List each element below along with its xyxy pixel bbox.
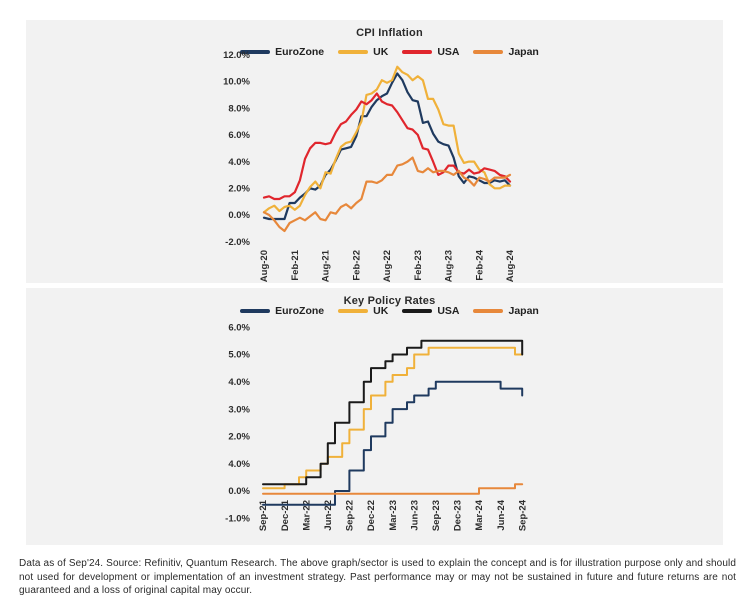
x-axis-tick-label: Dec-21 [279,500,291,532]
y-axis-tick-label: 0.0% [228,210,250,222]
x-axis-tick-label: Feb-21 [289,250,301,281]
x-axis-tick-label: Mar-23 [387,500,399,531]
series-line-japan [264,158,510,231]
y-axis-tick-label: 6.0% [228,130,250,142]
legend-label: USA [437,305,460,317]
key-policy-rates-chart-panel [26,288,723,545]
x-axis-tick-label: Dec-22 [366,500,378,532]
x-axis-tick-label: Jun-22 [323,500,334,531]
cpi-inflation-chart-panel [26,20,723,283]
series-line-japan [263,484,522,494]
y-axis-tick-label: 4.0% [228,458,250,470]
y-axis-tick-label: 5.0% [228,349,250,361]
y-axis-tick-label: 2.0% [228,431,250,443]
legend-label: Japan [508,46,539,58]
legend-label: EuroZone [275,305,325,317]
legend-label: Japan [508,305,539,317]
x-axis-tick-label: Aug-24 [505,250,517,283]
key-policy-rates-chart [26,288,723,545]
x-axis-tick-label: Sep-21 [258,500,270,532]
legend-label: EuroZone [275,46,325,58]
y-axis-tick-label: 3.0% [228,404,250,416]
y-axis-tick-label: 8.0% [228,103,250,115]
y-axis-tick-label: -1.0% [225,513,250,525]
x-axis-tick-label: Sep-24 [517,500,529,532]
y-axis-tick-label: 6.0% [228,322,250,334]
x-axis-tick-label: Sep-22 [344,500,356,532]
legend-label: UK [373,305,389,317]
y-axis-tick-label: -2.0% [225,236,250,248]
y-axis-tick-label: 2.0% [228,183,250,195]
legend-label: USA [437,46,460,58]
x-axis-tick-label: Sep-23 [431,500,442,532]
y-axis-tick-label: 10.0% [223,76,250,88]
y-axis-tick-label: 0.0% [228,486,250,498]
x-axis-tick-label: Feb-22 [351,250,363,281]
x-axis-tick-label: Feb-24 [474,250,486,281]
series-line-uk [264,67,510,213]
x-axis-tick-label: Aug-23 [443,250,455,283]
series-line-eurozone [263,382,522,505]
y-axis-tick-label: 4.0% [228,156,250,168]
x-axis-tick-label: Jun-24 [495,500,507,531]
legend-label: UK [373,46,389,58]
x-axis-tick-label: Jun-23 [409,500,421,531]
x-axis-tick-label: Dec-23 [452,500,464,532]
y-axis-tick-label: 4.0% [228,377,250,388]
series-line-eurozone [264,74,510,220]
cpi-chart-title: CPI Inflation [356,27,423,39]
y-axis-tick-label: 12.0% [223,50,250,61]
x-axis-tick-label: Aug-21 [320,250,332,283]
x-axis-tick-label: Feb-23 [412,250,424,281]
x-axis-tick-label: Mar-22 [301,500,313,531]
x-axis-tick-label: Mar-24 [474,500,486,531]
x-axis-tick-label: Aug-22 [382,250,394,283]
x-axis-tick-label: Aug-20 [259,250,271,283]
cpi-inflation-chart [26,20,723,283]
policy-chart-title: Key Policy Rates [343,295,436,307]
disclaimer-text: Data as of Sep'24. Source: Refinitiv, Quantum Research. The above graph/sector is used to explain the concept and is for illustration purpose only and should not used for development or implementation of an investment strategy. Past performance may or may not be sustained in future and future returns are not guaranteed and a loss of original capital may occur. [19,558,736,597]
